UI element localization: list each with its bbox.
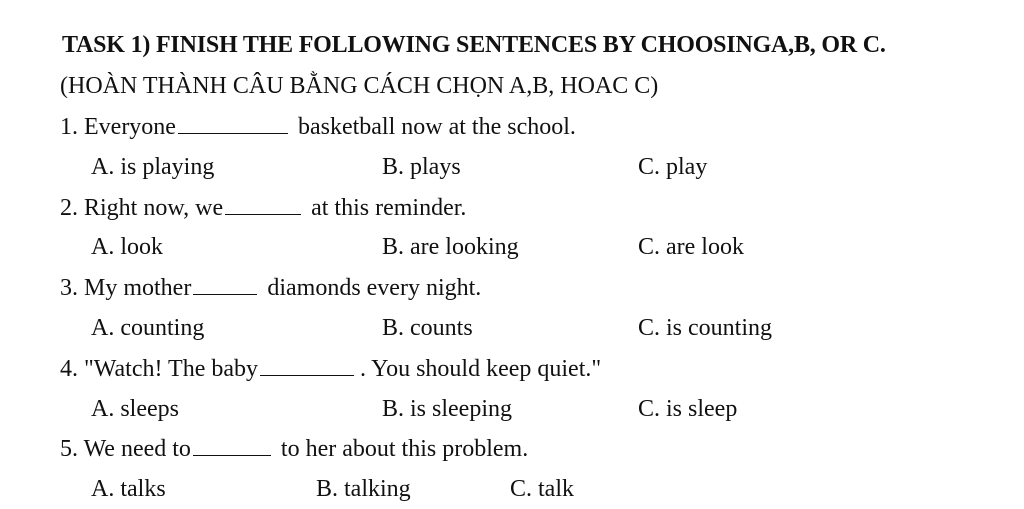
question-5 [60, 434, 528, 464]
question-1-option-c[interactable]: C. play [638, 154, 708, 180]
question-5-option-c[interactable]: C. talk [510, 476, 574, 502]
question-2 [60, 193, 466, 223]
question-4-option-b[interactable]: B. is sleeping [382, 396, 512, 422]
question-4-option-c[interactable]: C. is sleep [638, 396, 738, 422]
task-subtitle: (HOÀN THÀNH CÂU BẰNG CÁCH CHỌN A,B, HOAC C) [60, 73, 659, 99]
question-4-blank [260, 357, 354, 376]
question-3-after: diamonds every night. [267, 275, 482, 301]
question-2-option-b[interactable]: B. are looking [382, 234, 519, 260]
question-1 [60, 112, 576, 142]
question-5-blank [193, 437, 271, 456]
question-4-option-a[interactable]: A. sleeps [91, 396, 179, 422]
question-5-option-a[interactable]: A. talks [91, 476, 166, 502]
question-3-before: 3. My mother [60, 275, 192, 301]
question-4-after: . You should keep quiet." [360, 356, 602, 382]
question-3 [60, 273, 481, 303]
question-5-option-b[interactable]: B. talking [316, 476, 411, 502]
question-3-blank [193, 276, 257, 295]
question-2-option-c[interactable]: C. are look [638, 234, 744, 260]
question-2-before: 2. Right now, we [60, 195, 224, 221]
question-2-option-a[interactable]: A. look [91, 234, 163, 260]
question-1-before: 1. Everyone [60, 114, 176, 140]
question-1-blank [178, 115, 288, 134]
question-1-option-b[interactable]: B. plays [382, 154, 461, 180]
question-1-after: basketball now at the school. [297, 114, 576, 140]
question-4-before: 4. "Watch! The baby [60, 356, 259, 382]
question-3-option-a[interactable]: A. counting [91, 315, 205, 341]
question-2-blank [225, 196, 301, 215]
question-4 [60, 354, 601, 384]
question-5-after: to her about this problem. [280, 436, 529, 462]
question-5-before: 5. We need to [60, 436, 191, 462]
task-title: TASK 1) FINISH THE FOLLOWING SENTENCES BY CHOOSINGA,B, OR C. [62, 32, 886, 58]
question-3-option-c[interactable]: C. is counting [638, 315, 773, 341]
question-2-after: at this reminder. [311, 195, 467, 221]
question-1-option-a[interactable]: A. is playing [91, 154, 215, 180]
question-3-option-b[interactable]: B. counts [382, 315, 473, 341]
